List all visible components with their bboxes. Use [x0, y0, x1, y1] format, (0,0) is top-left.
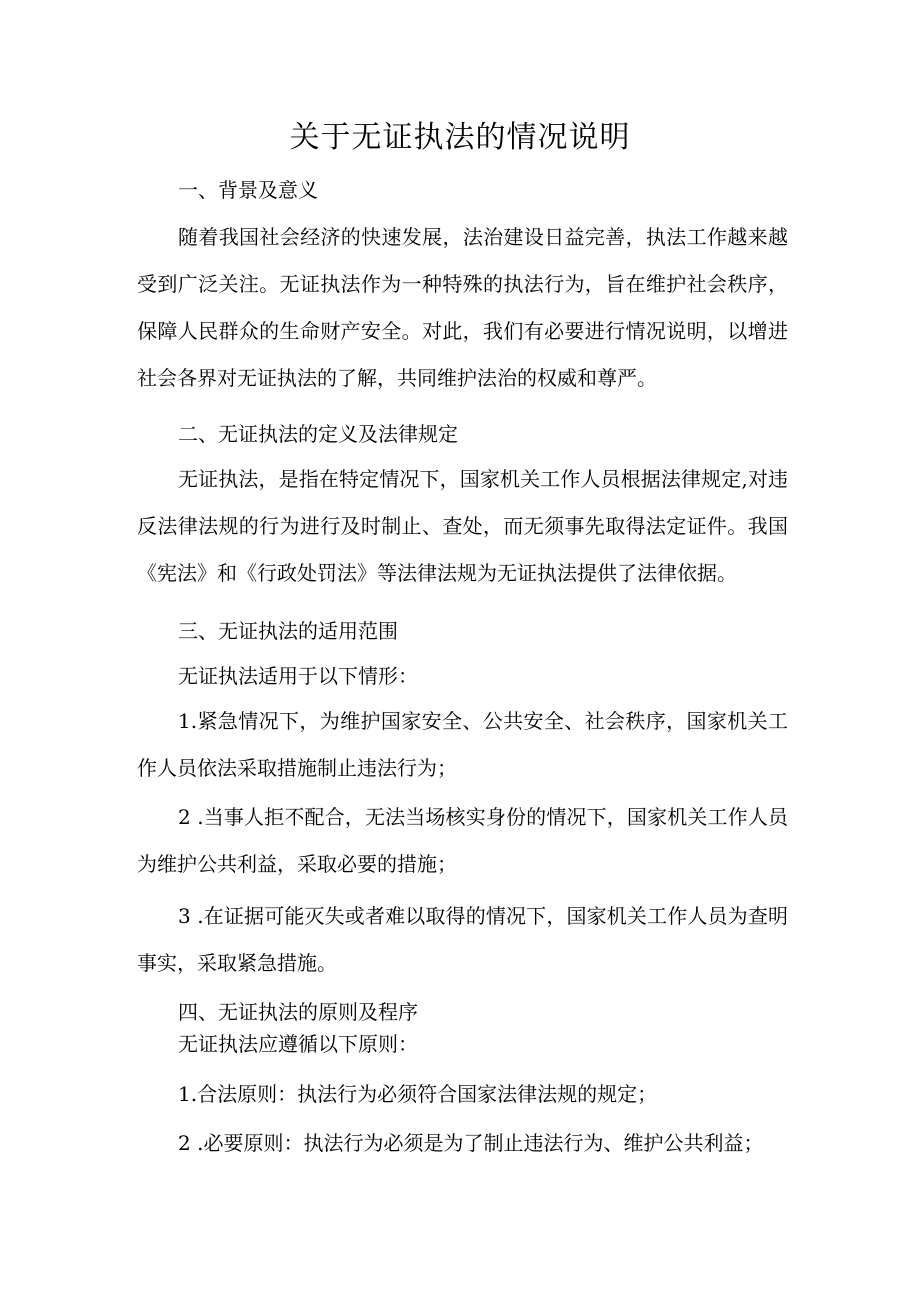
scope-item-2: 2 .当事人拒不配合，无法当场核实身份的情况下，国家机关工作人员为维护公共利益，采取必要的措施；: [137, 805, 788, 876]
principles-intro: 无证执法应遵循以下原则：: [178, 1032, 418, 1056]
section-heading-background: 一、背景及意义: [178, 178, 318, 202]
scope-item-1: 1.紧急情况下，为维护国家安全、公共安全、社会秩序，国家机关工作人员依法采取措施制止违法行为；: [137, 709, 788, 780]
principle-item-1: 1.合法原则：执法行为必须符合国家法律法规的规定；: [178, 1082, 658, 1106]
paragraph-background: 随着我国社会经济的快速发展，法治建设日益完善，执法工作越来越受到广泛关注。无证执法作为一种特殊的执法行为，旨在维护社会秩序，保障人民群众的生命财产安全。对此，我们有必要进行情况说明，以增进社会各界对无证执法的了解，共同维护法治的权威和尊严。: [137, 225, 788, 390]
document-title: 关于无证执法的情况说明: [289, 120, 631, 155]
scope-item-3: 3 .在证据可能灭失或者难以取得的情况下，国家机关工作人员为查明事实，采取紧急措施。: [137, 904, 788, 975]
principle-item-2: 2 .必要原则：执法行为必须是为了制止违法行为、维护公共利益；: [178, 1131, 764, 1155]
paragraph-definition: 无证执法，是指在特定情况下，国家机关工作人员根据法律规定,对违反法律法规的行为进行及时制止、查处，而无须事先取得法定证件。我国《宪法》和《行政处罚法》等法律法规为无证执法提供了法律依据。: [137, 467, 788, 585]
scope-intro: 无证执法适用于以下情形：: [178, 664, 418, 688]
section-heading-principles: 四、无证执法的原则及程序: [178, 1000, 418, 1024]
section-heading-definition: 二、无证执法的定义及法律规定: [178, 422, 458, 446]
section-heading-scope: 三、无证执法的适用范围: [178, 619, 398, 643]
